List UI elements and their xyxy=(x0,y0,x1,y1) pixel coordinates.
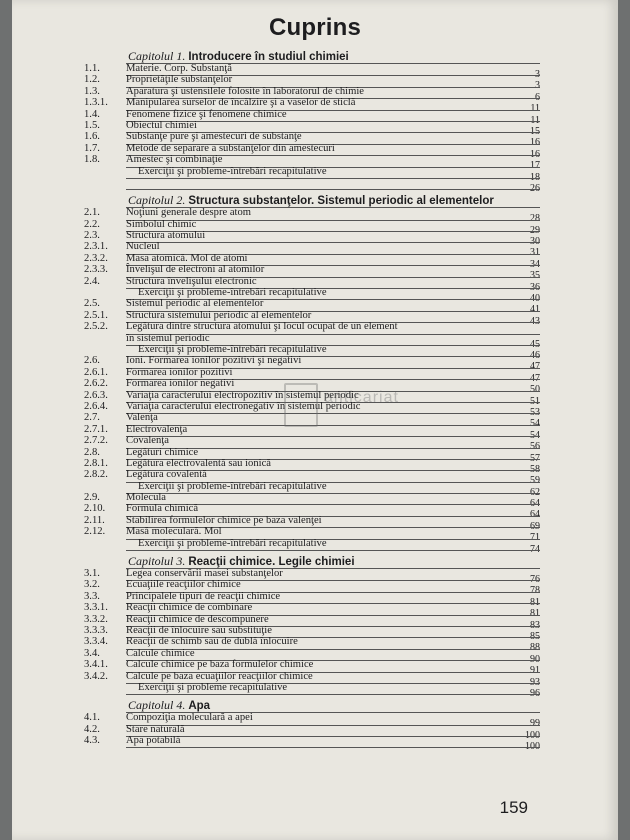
entry-title: Exerciţii şi probleme-întrebări recapitulative xyxy=(138,287,327,299)
entry-number: 1.6. xyxy=(84,131,100,143)
entry-number: 2.10. xyxy=(84,503,106,515)
entry-page: 81 xyxy=(530,596,540,608)
entry-title: Exerciţii şi probleme-întrebări recapitulative xyxy=(138,343,327,355)
chapter-label xyxy=(128,50,349,64)
entry-page: 18 xyxy=(530,171,540,183)
entry-page: 78 xyxy=(530,585,540,597)
entry-page: 57 xyxy=(530,452,540,464)
entry-title: Masă moleculară. Mol xyxy=(126,526,222,538)
book-page xyxy=(12,0,618,840)
entry-title: Structura sistemului periodic al elementelor xyxy=(126,309,312,321)
watermark-logo xyxy=(284,375,424,435)
entry-page: 76 xyxy=(530,574,540,586)
entry-number: 2.1. xyxy=(84,207,100,219)
entry-number: 2.5.1. xyxy=(84,309,108,321)
entry-number: 4.2. xyxy=(84,723,100,735)
entry-title: Exerciţii şi probleme-întrebări recapitulative xyxy=(138,165,327,177)
entry-number: 1.7. xyxy=(84,142,100,154)
chapter-title: Introducere în studiul chimiei xyxy=(188,51,349,63)
entry-title: Amestec şi combinaţie xyxy=(126,154,223,166)
entry-page: 58 xyxy=(530,463,540,475)
entry-leader-rule xyxy=(126,550,540,551)
entry-page: 64 xyxy=(530,498,540,510)
chapter-heading xyxy=(12,699,618,712)
entry-page: 3 xyxy=(535,69,540,80)
entry-page: 96 xyxy=(530,687,540,699)
watermark-text: anticariat xyxy=(324,389,399,406)
entry-page: 81 xyxy=(530,608,540,620)
entry-title: Legea conservării masei substanţelor xyxy=(126,568,283,580)
entry-title: Principalele tipuri de reacţii chimice xyxy=(126,590,281,602)
entry-number: 2.8.1. xyxy=(84,457,108,469)
entry-page: 56 xyxy=(530,441,540,453)
entry-page: 31 xyxy=(530,247,540,259)
entry-title: Variaţia caracterului electropozitiv în sistemul periodic xyxy=(126,389,359,401)
entry-page: 45 xyxy=(530,338,540,350)
entry-page: 85 xyxy=(530,630,540,642)
entry-number: 3.3.4. xyxy=(84,636,108,648)
entry-page: 41 xyxy=(530,304,540,316)
entry-number: 3.2. xyxy=(84,579,100,591)
entry-page: 35 xyxy=(530,270,540,282)
entry-title: Legătura electrovalentă sau ionică xyxy=(126,457,271,469)
chapter-label xyxy=(128,555,355,569)
entry-title: Calcule chimice xyxy=(126,647,195,659)
entry-leader-rule xyxy=(126,747,540,748)
entry-page: 54 xyxy=(530,418,540,430)
entry-title: Proprietăţile substanţelor xyxy=(126,74,233,86)
entry-number: 1.8. xyxy=(84,154,100,166)
entry-page: 26 xyxy=(530,182,540,194)
toc-entry xyxy=(12,321,618,332)
entry-page: 34 xyxy=(530,258,540,270)
entry-title: Variaţia caracterului electronegativ în sistemul periodic xyxy=(126,400,361,412)
chapter-label xyxy=(128,699,210,713)
entry-number: 3.3.2. xyxy=(84,613,108,625)
entry-page: 54 xyxy=(530,429,540,441)
toc-entry xyxy=(12,177,618,194)
entry-title: Stabilirea formulelor chimice pe baza valenţei xyxy=(126,514,322,526)
entry-page: 11 xyxy=(530,114,540,126)
entry-number: 3.4.2. xyxy=(84,670,108,682)
entry-title: Nucleul xyxy=(126,241,160,253)
entry-number: 2.6.3. xyxy=(84,389,108,401)
entry-title: Simbolul chimic xyxy=(126,218,197,230)
chapter-heading xyxy=(12,194,618,207)
entry-page: 59 xyxy=(530,475,540,487)
entry-title: Aparatura şi ustensilele folosite în laboratorul de chimie xyxy=(126,85,364,97)
entry-title: Învelişul de electroni al atomilor xyxy=(126,264,265,276)
entry-page: 43 xyxy=(530,315,540,327)
entry-number: 2.6. xyxy=(84,355,100,367)
entry-number: 2.8. xyxy=(84,446,100,458)
entry-number: 3.3.3. xyxy=(84,624,108,636)
entry-number: 1.3. xyxy=(84,85,100,97)
entry-page: 46 xyxy=(530,349,540,361)
entry-title: Legătura covalentă xyxy=(126,469,207,481)
entry-number: 2.6.2. xyxy=(84,378,108,390)
chapter-number: Capitolul 2. xyxy=(128,193,186,208)
entry-title: Ecuaţiile reacţiilor chimice xyxy=(126,579,241,591)
entry-page: 93 xyxy=(530,676,540,688)
entry-title: Calcule chimice pe baza formulelor chimice xyxy=(126,659,314,671)
entry-page: 3 xyxy=(535,80,540,92)
entry-title: Legătura dintre structura atomului şi locul ocupat de un element xyxy=(126,321,398,333)
entry-page: 51 xyxy=(530,395,540,407)
entry-title: Legături chimice xyxy=(126,446,199,458)
entry-number: 4.3. xyxy=(84,735,100,747)
entry-title: Obiectul chimiei xyxy=(126,119,197,131)
entry-page: 83 xyxy=(530,619,540,631)
entry-page: 40 xyxy=(530,293,540,305)
entry-title: Materie. Corp. Substanţă xyxy=(126,63,232,74)
entry-page: 29 xyxy=(530,224,540,236)
entry-title: Compoziţia moleculară a apei xyxy=(126,712,253,724)
entry-page: 91 xyxy=(530,665,540,677)
entry-title: Apa potabilă xyxy=(126,735,181,747)
entry-number: 3.3.1. xyxy=(84,602,108,614)
entry-number: 1.3.1. xyxy=(84,97,108,109)
entry-page: 15 xyxy=(530,125,540,137)
entry-page: 69 xyxy=(530,520,540,532)
entry-title: Reacţii de înlocuire sau substituţie xyxy=(126,624,272,636)
entry-number: 4.1. xyxy=(84,712,100,724)
entry-number: 2.3.3. xyxy=(84,264,108,276)
entry-page: 88 xyxy=(530,642,540,654)
entry-number: 2.3.1. xyxy=(84,241,108,253)
entry-title: Fenomene fizice şi fenomene chimice xyxy=(126,108,287,120)
entry-number: 2.11. xyxy=(84,514,105,526)
entry-leader-rule xyxy=(126,189,540,190)
entry-title: Molecula xyxy=(126,492,167,504)
entry-page: 16 xyxy=(530,148,540,160)
toc-entry xyxy=(12,735,618,753)
chapter-title: Structura substanţelor. Sistemul periodic al elementelor xyxy=(188,195,494,208)
entry-number: 2.12. xyxy=(84,526,106,538)
entry-number: 2.5.2. xyxy=(84,321,108,333)
entry-page: 90 xyxy=(530,653,540,665)
entry-title: Formula chimică xyxy=(126,503,199,515)
entry-number: 2.3.2. xyxy=(84,252,108,264)
entry-leader-rule xyxy=(126,694,540,695)
entry-number: 3.1. xyxy=(84,568,100,580)
entry-number: 1.2. xyxy=(84,74,100,86)
entry-title: Reacţii chimice de descompunere xyxy=(126,613,269,625)
entry-title: Exerciţii şi probleme-întrebări recapitulative xyxy=(138,480,327,492)
entry-page: 53 xyxy=(530,406,540,418)
watermark-book-icon xyxy=(284,383,318,427)
page-title: Cuprins xyxy=(268,14,362,41)
entry-title: Formarea ionilor pozitivi xyxy=(126,366,233,378)
entry-title: Exerciţii şi probleme-întrebări recapitulative xyxy=(138,537,327,549)
entry-page: 71 xyxy=(530,532,540,544)
entry-title: Noţiuni generale despre atom xyxy=(126,207,252,219)
entry-number: 2.6.1. xyxy=(84,366,108,378)
entry-title: Valenţa xyxy=(126,412,158,424)
entry-number: 2.6.4. xyxy=(84,400,108,412)
entry-title: Sistemul periodic al elementelor xyxy=(126,298,264,310)
entry-title: Manipularea surselor de încălzire şi a vaselor de sticlă xyxy=(126,97,356,109)
chapter-number: Capitolul 1. xyxy=(128,49,186,63)
entry-page: 47 xyxy=(530,372,540,384)
chapter-label xyxy=(128,194,494,208)
entry-page: 47 xyxy=(530,361,540,373)
chapter-heading xyxy=(12,50,618,63)
entry-title: Formarea ionilor negativi xyxy=(126,378,235,390)
entry-number: 3.4.1. xyxy=(84,659,108,671)
entry-page: 50 xyxy=(530,384,540,396)
entry-page: 74 xyxy=(530,543,540,555)
entry-number: 2.7.2. xyxy=(84,435,108,447)
toc-exercise-entry xyxy=(12,165,618,183)
entry-title: Stare naturală xyxy=(126,723,185,735)
entry-title: Electrovalenţa xyxy=(126,423,188,435)
entry-page: 100 xyxy=(525,729,540,741)
entry-number: 2.7. xyxy=(84,412,100,424)
entry-number: 3.4. xyxy=(84,647,100,659)
entry-number: 1.1. xyxy=(84,63,100,74)
entry-title: Reacţii chimice de combinare xyxy=(126,602,253,614)
entry-number: 1.4. xyxy=(84,108,100,120)
entry-page: 62 xyxy=(530,486,540,498)
entry-page: 100 xyxy=(525,741,540,753)
entry-number: 2.4. xyxy=(84,275,100,287)
entry-title: Exerciţii şi probleme recapitulative xyxy=(138,681,288,693)
entry-title: Structura învelişului electronic xyxy=(126,275,257,287)
entry-title: Masa atomică. Mol de atomi xyxy=(126,252,248,264)
entry-number: 3.3. xyxy=(84,590,100,602)
toc-exercise-entry xyxy=(12,537,618,555)
entry-title: în sistemul periodic xyxy=(126,332,210,344)
entry-page: 30 xyxy=(530,236,540,248)
entry-page: 16 xyxy=(530,137,540,149)
entry-page: 64 xyxy=(530,509,540,521)
entry-title: Structura atomului xyxy=(126,230,206,242)
entry-page: 6 xyxy=(535,91,540,103)
entry-number: 2.7.1. xyxy=(84,423,108,435)
entry-title: Covalenţa xyxy=(126,435,169,447)
chapter-number: Capitolul 4. xyxy=(128,698,186,713)
entry-title: Calcule pe baza ecuaţiilor reacţiilor chimice xyxy=(126,670,313,682)
entry-page: 99 xyxy=(530,718,540,730)
chapter-heading xyxy=(12,555,618,568)
page-number: 159 xyxy=(499,798,528,817)
entry-number: 2.5. xyxy=(84,298,100,310)
toc-exercise-entry xyxy=(12,681,618,699)
entry-title: Ioni. Formarea ionilor pozitivi şi negativi xyxy=(126,355,302,367)
entry-number: 2.3. xyxy=(84,230,100,242)
entry-page: 28 xyxy=(530,213,540,225)
entry-page: 36 xyxy=(530,281,540,293)
chapter-title: Apa xyxy=(188,700,211,713)
entry-title: Substanţe pure şi amestecuri de substanţe xyxy=(126,131,302,143)
entry-number: 2.8.2. xyxy=(84,469,108,481)
entry-title: Metode de separare a substanţelor din amestecuri xyxy=(126,142,335,154)
entry-number: 2.2. xyxy=(84,218,100,230)
entry-page: 11 xyxy=(530,103,540,115)
entry-title: Reacţii de schimb sau de dublă înlocuire xyxy=(126,636,298,648)
entry-number: 1.5. xyxy=(84,119,100,131)
entry-page: 17 xyxy=(530,160,540,172)
entry-number: 2.9. xyxy=(84,492,100,504)
chapter-number: Capitolul 3. xyxy=(128,554,186,569)
chapter-title: Reacţii chimice. Legile chimiei xyxy=(188,556,355,569)
